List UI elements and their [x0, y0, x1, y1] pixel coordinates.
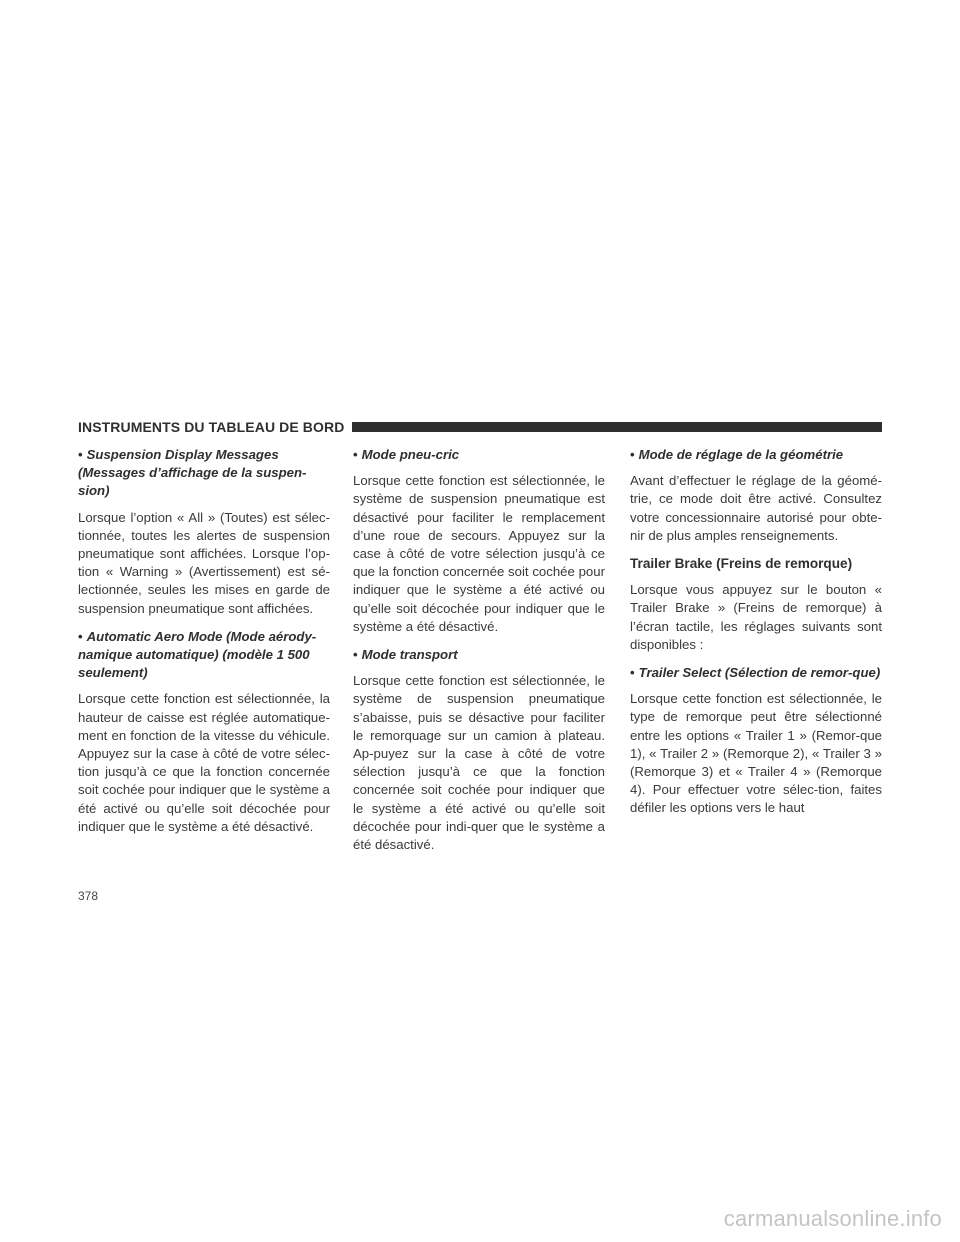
bullet-icon: •: [630, 665, 635, 681]
bullet-heading-transport-mode: [353, 646, 605, 664]
bullet-icon: •: [78, 628, 83, 644]
page-number: 378: [78, 889, 99, 903]
section-title: INSTRUMENTS DU TABLEAU DE BORD: [78, 419, 345, 435]
column-middle: [353, 446, 605, 864]
column-left: [78, 446, 330, 846]
bullet-heading-text: Trailer Select (Sélection de remor-que): [638, 665, 881, 681]
paragraph-aero-mode: Lorsque cette fonction est sélectionnée, la hauteur de caisse est réglée automatique-ment en fonction de la vitesse du véhicule. Appuyez sur la case à côté de votre sélec-tion jusqu’à ce que la fonction concernée soit cochée pour indiquer que le système a été activé ou qu’elle soit décochée pour indiquer que le système a été désactivé.: [78, 691, 330, 834]
paragraph-alignment-mode: Avant d’effectuer le réglage de la géomé-trie, ce mode doit être activé. Consultez votre concessionnaire autorisé pour obte-nir de plus amples renseignements.: [630, 473, 882, 543]
paragraph-trailer-select: Lorsque cette fonction est sélectionnée, le type de remorque peut être sélectionné entre les options « Trailer 1 » (Remor-que 1), « Trailer 2 » (Remorque 2), « Trailer 3 » (Remorque 3) et « Trailer 4 » (Remorque 4). Pour effectuer votre sélec-tion, faites défiler les options vers le haut: [630, 691, 882, 816]
watermark: carmanualsonline.info: [723, 1206, 942, 1231]
section-heading-trailer-brake: Trailer Brake (Freins de remorque): [630, 556, 853, 572]
bullet-heading-aero-mode: [78, 628, 330, 683]
bullet-heading-trailer-select: [630, 664, 882, 682]
paragraph-suspension-messages: Lorsque l’option « All » (Toutes) est sélec-tionnée, toutes les alertes de suspension pneumatique sont affichées. Lorsque l’op-tion « Warning » (Avertissement) est sé-lectionnée, seules les mises en garde de suspension pneumatique sont affichées.: [78, 509, 330, 616]
bullet-icon: •: [353, 447, 358, 462]
column-right: [630, 446, 882, 828]
paragraph-transport-mode: Lorsque cette fonction est sélectionnée, le système de suspension pneumatique s’abaisse, puis se désactive pour faciliter le remorquage sur un camion à plateau. Ap-puyez sur la case à côté de votre sélection jusqu’à ce que la fonction concernée soit cochée pour indiquer que le système a été activé ou qu’elle soit décochée pour indi-quer que le système a été désactivé.: [353, 673, 605, 853]
section-header: [78, 418, 882, 436]
bullet-heading-text: Mode de réglage de la géométrie: [638, 447, 844, 462]
bullet-icon: •: [353, 647, 358, 663]
bullet-heading-alignment-mode: [630, 446, 882, 464]
bullet-heading-suspension-messages: [78, 446, 330, 501]
bullet-heading-tire-jack-mode: [353, 446, 605, 464]
bullet-heading-text: Mode transport: [361, 647, 458, 663]
header-rule: [352, 422, 882, 432]
bullet-heading-text: Mode pneu-cric: [361, 447, 460, 462]
bullet-icon: •: [630, 447, 635, 462]
bullet-heading-text: Automatic Aero Mode (Mode aérody-namique automatique) (modèle 1 500 seulement): [78, 628, 317, 681]
bullet-heading-text: Suspension Display Messages (Messages d’affichage de la suspen-sion): [78, 447, 307, 499]
paragraph-trailer-brake: Lorsque vous appuyez sur le bouton « Trailer Brake » (Freins de remorque) à l’écran tactile, les réglages suivants sont disponibles :: [630, 582, 882, 652]
paragraph-tire-jack-mode: Lorsque cette fonction est sélectionnée, le système de suspension pneumatique est désactivé pour faciliter le remplacement d’une roue de secours. Appuyez sur la case à côté de votre sélection jusqu’à ce que la fonction concernée soit cochée pour indiquer que le système a été activé ou qu’elle soit décochée pour indiquer que le système a été désactivé.: [353, 473, 605, 634]
bullet-icon: •: [78, 447, 83, 462]
